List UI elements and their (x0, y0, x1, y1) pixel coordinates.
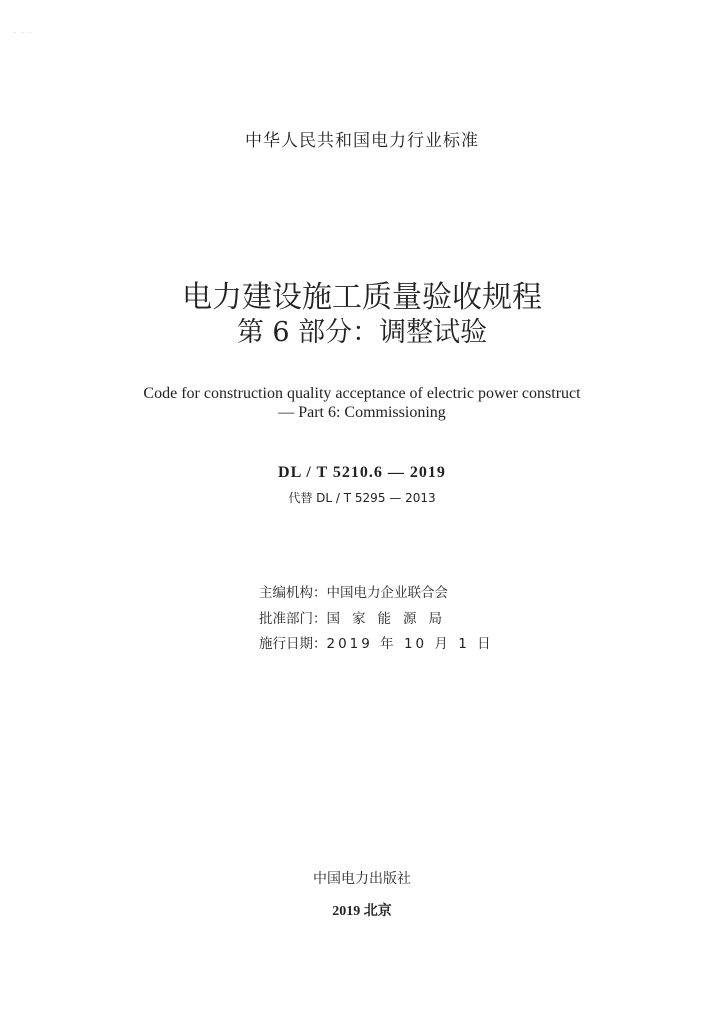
publication-year-place: 2019 北京 (332, 904, 392, 919)
effective-date-row (259, 632, 494, 652)
editor-label: 主编机构： (259, 585, 327, 601)
standard-number: DL / T 5210.6 — 2019 (278, 464, 446, 481)
replaces-standard: 代替 DL / T 5295 — 2013 (288, 491, 436, 505)
publisher-name: 中国电力出版社 (313, 871, 411, 887)
editor-value: 中国电力企业联合会 (326, 585, 448, 601)
document-title: 电力建设施工质量验收规程 (182, 280, 542, 315)
effective-date-label: 施行日期： (259, 636, 327, 652)
approver-label: 批准部门： (259, 611, 327, 627)
scan-speck: · · · (14, 30, 34, 37)
editor-row (259, 581, 448, 601)
document-subtitle: 第 6 部分：调整试验 (236, 317, 488, 348)
issuer-heading: 中华人民共和国电力行业标准 (245, 131, 479, 151)
english-title-line-2: — Part 6: Commissioning (278, 404, 446, 421)
english-title-line-1: Code for construction quality acceptance of electric power construct (143, 385, 581, 402)
approver-value: 国家能源局 (326, 611, 454, 627)
effective-date-value: 2019 年 10 月 1 日 (326, 636, 494, 652)
approver-row (259, 607, 454, 627)
